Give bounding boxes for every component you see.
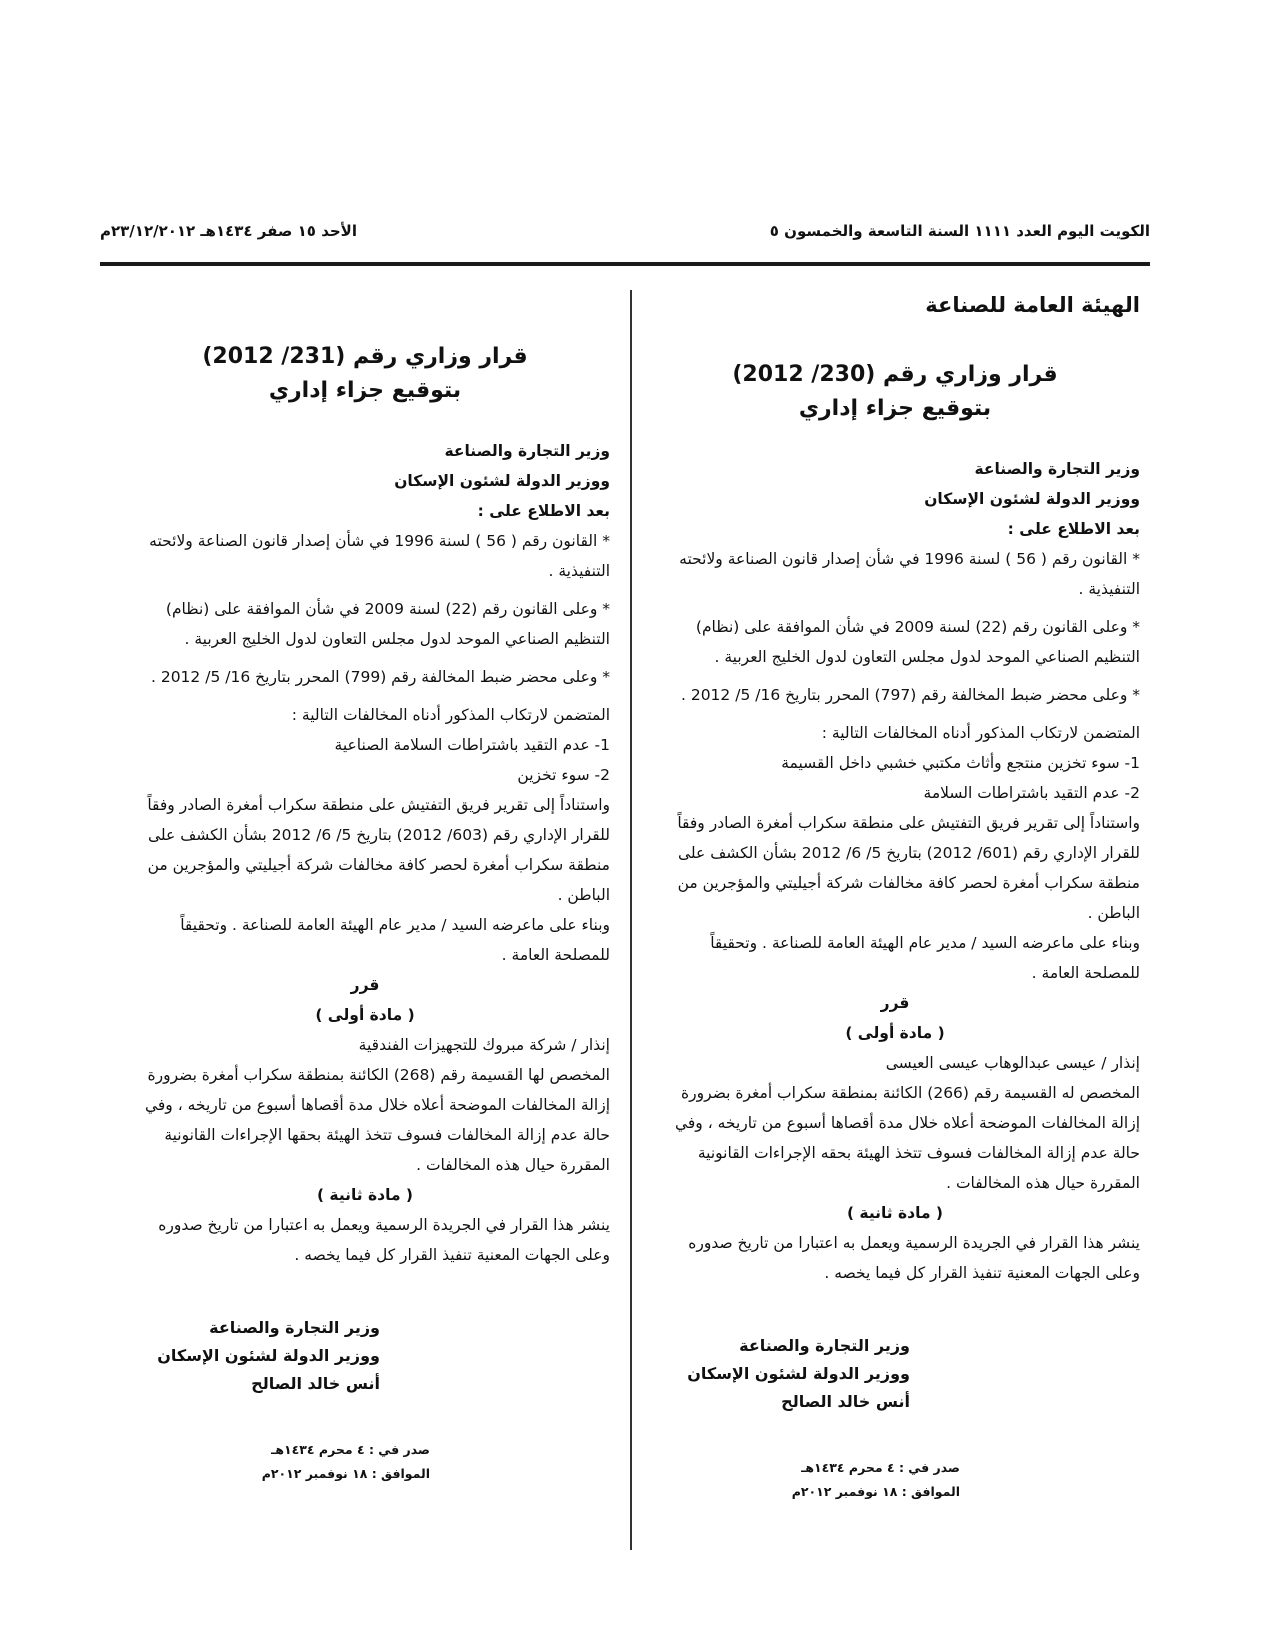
decision-230-subtitle: بتوقيع جزاء إداري bbox=[798, 396, 992, 421]
inspection-paragraph: واستناداً إلى تقرير فريق التفتيش على منطقة سكراب أمغرة الصادر وفقاً للقرار الإداري رقم (603/ 2012) بتاريخ 5/ 6/ 2012 بشأن الكشف على منطقة سكراب أمغرة لحصر كافة مخالفات شركة أجيليتي والمؤجرين من الباطن . bbox=[147, 796, 610, 904]
header-rule bbox=[100, 262, 1150, 266]
inspection-paragraph: واستناداً إلى تقرير فريق التفتيش على منطقة سكراب أمغرة الصادر وفقاً للقرار الإداري رقم (601/ 2012) بتاريخ 5/ 6/ 2012 بشأن الكشف على منطقة سكراب أمغرة لحصر كافة مخالفات شركة أجيليتي والمؤجرين من الباطن . bbox=[677, 814, 1140, 922]
header-issue-info: الكويت اليوم العدد ١١١١ السنة التاسعة والخمسون ٥ bbox=[769, 222, 1150, 240]
violations-intro: المتضمن لارتكاب المذكور أدناه المخالفات التالية : bbox=[291, 706, 610, 724]
proposal-paragraph: وبناء على ماعرضه السيد / مدير عام الهيئة العامة للصناعة . وتحقيقاً للمصلحة العامة . bbox=[710, 934, 1140, 982]
warning-line: إنذار / عيسى عبدالوهاب عيسى العيسى bbox=[885, 1054, 1140, 1072]
decided-heading: قرر bbox=[880, 994, 910, 1012]
minister-line-2: ووزير الدولة لشئون الإسكان bbox=[924, 490, 1140, 508]
decision-231-title: قرار وزاري رقم (231/ 2012) bbox=[202, 344, 528, 369]
authority-heading: الهيئة العامة للصناعة bbox=[925, 293, 1140, 317]
violation-2: 2- عدم التقيد باشتراطات السلامة bbox=[923, 784, 1140, 802]
column-divider bbox=[630, 290, 632, 1550]
minister-line-1: وزير التجارة والصناعة bbox=[444, 442, 610, 460]
violation-2: 2- سوء تخزين bbox=[517, 766, 610, 784]
decision-230-title-block bbox=[650, 358, 1140, 426]
signature-line-2: ووزير الدولة لشئون الإسكان bbox=[157, 1346, 380, 1365]
issued-hijri: صدر في : ٤ محرم ١٤٣٤هـ bbox=[271, 1442, 430, 1457]
proposal-paragraph: وبناء على ماعرضه السيد / مدير عام الهيئة العامة للصناعة . وتحقيقاً للمصلحة العامة . bbox=[180, 916, 610, 964]
recital-1: * القانون رقم ( 56 ) لسنة 1996 في شأن إصدار قانون الصناعة ولائحته التنفيذية . bbox=[679, 550, 1140, 598]
signature-line-2: ووزير الدولة لشئون الإسكان bbox=[687, 1364, 910, 1383]
page-header bbox=[100, 218, 1150, 246]
issued-gregorian: الموافق : ١٨ نوفمبر ٢٠١٢م bbox=[791, 1484, 960, 1499]
violation-1: 1- عدم التقيد باشتراطات السلامة الصناعية bbox=[334, 736, 610, 754]
issued-hijri: صدر في : ٤ محرم ١٤٣٤هـ bbox=[801, 1460, 960, 1475]
article-2-text: ينشر هذا القرار في الجريدة الرسمية ويعمل به اعتبارا من تاريخ صدوره وعلى الجهات المعنية تنفيذ القرار كل فيما يخصه . bbox=[688, 1234, 1140, 1282]
article-1-text: المخصص لها القسيمة رقم (268) الكائنة بمنطقة سكراب أمغرة بضرورة إزالة المخالفات الموضحة أعلاه خلال مدة أقصاها أسبوع من تاريخه ، وفي حالة عدم إزالة المخالفات فسوف تتخذ الهيئة بحقها الإجراءات القانونية المقررة حيال هذه المخالفات . bbox=[144, 1066, 610, 1174]
signature-name: أنس خالد الصالح bbox=[781, 1392, 910, 1411]
issued-gregorian: الموافق : ١٨ نوفمبر ٢٠١٢م bbox=[261, 1466, 430, 1481]
violation-1: 1- سوء تخزين منتجع وأثاث مكتبي خشبي داخل القسيمة bbox=[781, 754, 1140, 772]
after-review-line: بعد الاطلاع على : bbox=[477, 502, 610, 520]
after-review-line: بعد الاطلاع على : bbox=[1007, 520, 1140, 538]
signature-block bbox=[120, 1314, 610, 1398]
header-date: الأحد ١٥ صفر ١٤٣٤هـ ٢٣/١٢/٢٠١٢م bbox=[100, 222, 357, 240]
signature-name: أنس خالد الصالح bbox=[251, 1374, 380, 1393]
decision-231-subtitle: بتوقيع جزاء إداري bbox=[268, 378, 462, 403]
recital-1: * القانون رقم ( 56 ) لسنة 1996 في شأن إصدار قانون الصناعة ولائحته التنفيذية . bbox=[149, 532, 610, 580]
article-2-heading: ( مادة ثانية ) bbox=[846, 1204, 944, 1222]
signature-line-1: وزير التجارة والصناعة bbox=[739, 1336, 910, 1355]
signature-block bbox=[650, 1332, 1140, 1416]
recital-2: * وعلى القانون رقم (22) لسنة 2009 في شأن الموافقة على (نظام) التنظيم الصناعي الموحد لدول مجلس التعاون لدول الخليج العربية . bbox=[165, 600, 610, 648]
decision-230-title: قرار وزاري رقم (230/ 2012) bbox=[732, 362, 1058, 387]
decision-231-column bbox=[120, 340, 610, 1486]
warning-line: إنذار / شركة مبروك للتجهيزات الفندقية bbox=[358, 1036, 610, 1054]
article-1-heading: ( مادة أولى ) bbox=[845, 1024, 945, 1042]
recital-2: * وعلى القانون رقم (22) لسنة 2009 في شأن الموافقة على (نظام) التنظيم الصناعي الموحد لدول مجلس التعاون لدول الخليج العربية . bbox=[695, 618, 1140, 666]
article-1-text: المخصص له القسيمة رقم (266) الكائنة بمنطقة سكراب أمغرة بضرورة إزالة المخالفات الموضحة أعلاه خلال مدة أقصاها أسبوع من تاريخه ، وفي حالة عدم إزالة المخالفات فسوف تتخذ الهيئة بحقه الإجراءات القانونية المقررة حيال هذه المخالفات . bbox=[674, 1084, 1140, 1192]
article-1-heading: ( مادة أولى ) bbox=[315, 1006, 415, 1024]
minister-line-1: وزير التجارة والصناعة bbox=[974, 460, 1140, 478]
minister-line-2: ووزير الدولة لشئون الإسكان bbox=[394, 472, 610, 490]
signature-line-1: وزير التجارة والصناعة bbox=[209, 1318, 380, 1337]
decided-heading: قرر bbox=[350, 976, 380, 994]
issue-date-block bbox=[650, 1456, 1140, 1504]
recital-3: * وعلى محضر ضبط المخالفة رقم (797) المحرر بتاريخ 16/ 5/ 2012 . bbox=[680, 686, 1140, 704]
violations-intro: المتضمن لارتكاب المذكور أدناه المخالفات التالية : bbox=[821, 724, 1140, 742]
article-2-text: ينشر هذا القرار في الجريدة الرسمية ويعمل به اعتبارا من تاريخ صدوره وعلى الجهات المعنية تنفيذ القرار كل فيما يخصه . bbox=[158, 1216, 610, 1264]
recital-3: * وعلى محضر ضبط المخالفة رقم (799) المحرر بتاريخ 16/ 5/ 2012 . bbox=[150, 668, 610, 686]
decision-230-column bbox=[650, 290, 1140, 1504]
article-2-heading: ( مادة ثانية ) bbox=[316, 1186, 414, 1204]
issue-date-block bbox=[120, 1438, 610, 1486]
decision-231-title-block bbox=[120, 340, 610, 408]
